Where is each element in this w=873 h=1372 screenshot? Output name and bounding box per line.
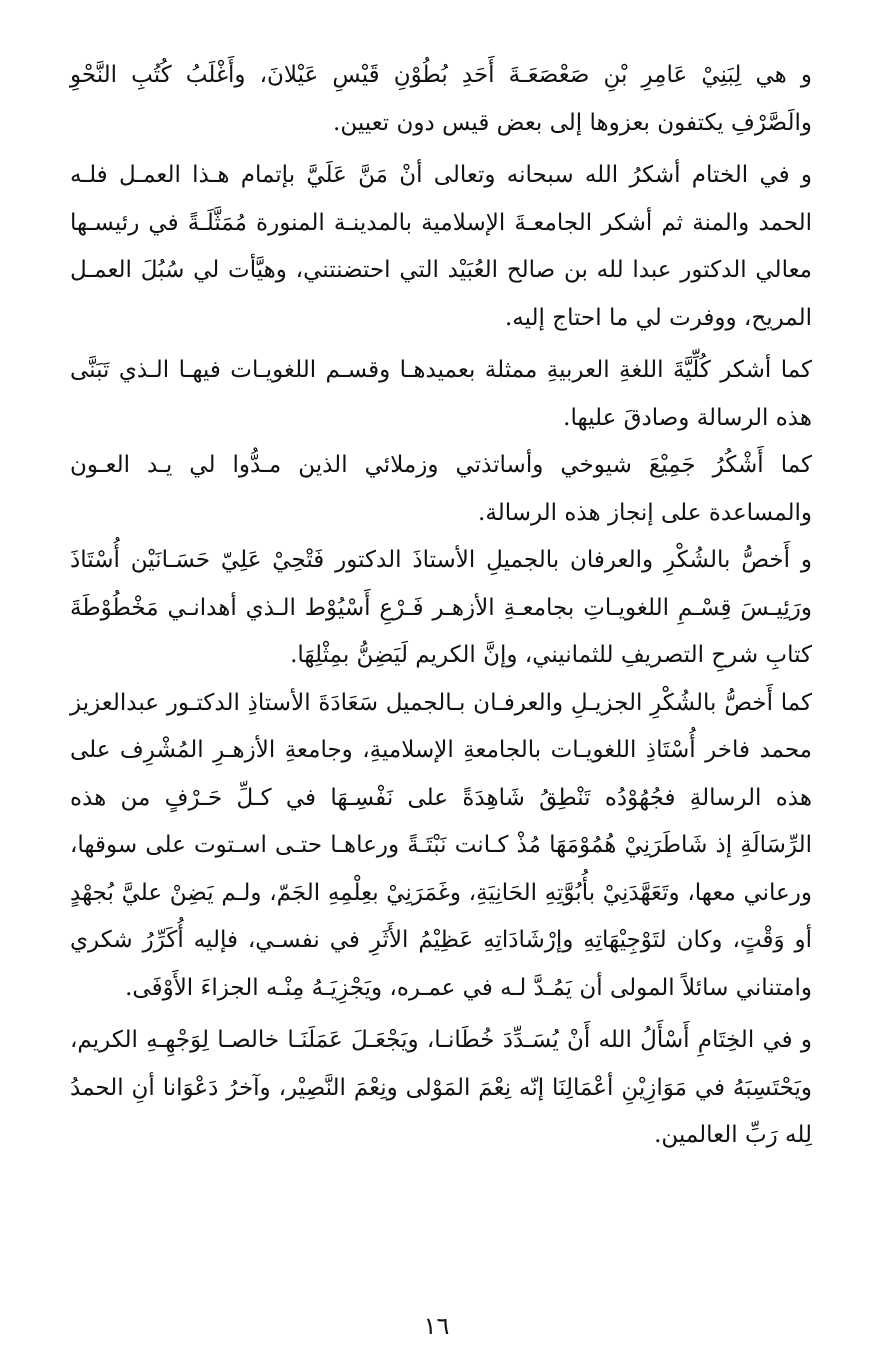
paragraph-thanks-faculty: كما أشكر كُلِّيَّةَ اللغةِ العربيةِ ممثلة بعميدهـا وقسـم اللغويـات فيهـا الـذي تَبَنَّى هذه الرسالة وصادقَ عليها. [70,357,812,431]
paragraph-thanks-university: و في الختام أشكرُ الله سبحانه وتعالى أنْ مَنَّ عَلَيَّ بإتمام هـذا العمـل فلـه الحمد والمنة ثم أشكر الجامعـةَ الإسلامية بالمدينـة المنورة مُمَثَّلَـةً في رئيسـها معالي الدكتور عبدا لله بن صالح العُبَيْد التي احتضنتني، وهيَّأت لي سُبُلَ العمـل المريح، ووفرت لي ما احتاج إليه. [70,162,812,331]
paragraph-qays-note: و هي لِبَنِيْ عَامِرِ بْنِ صَعْصَعَـةَ أَحَدِ بُطُوْنِ قَيْسِ عَيْلانَ، وأَغْلَبُ كُتُبِ النَّحْوِ والَصَّرْفِ يكتفون بعزوها إلى بعض قيس دون تعيين. [70,62,812,136]
body-text [70,52,812,1160]
paragraph-closing-prayer: و في الخِتَامِ أَسْأَلُ الله أَنْ يُسَـدِّدَ خُطَانـا، ويَجْعَـلَ عَمَلَنَـا خالصـا لِوَجْهِـهِ الكريم، ويَحْتَسِبَهُ في مَوَازِيْنِ أعْمَالِنَا إنّه نِعْمَ المَوْلى ونِعْمَ النَّصِيْر، وآخرُ دَعْوَانا أنِ الحمدُ لِله رَبِّ العالمين. [70,1027,812,1148]
page-number: ١٦ [423,1312,450,1340]
paragraph-thanks-teachers: كما أَشْكُرُ جَمِيْعَ شيوخي وأساتذتي وزملائي الذين مـدُّوا لي يـد العـون والمساعدة على إنجاز هذه الرسالة. [70,452,812,526]
paragraph-thanks-hasanayn: و أَخصُّ بالشُكْرِ والعرفان بالجميلِ الأستاذَ الدكتور فَتْحِيْ عَلِيّ حَسَـانَيْن أُسْتَاذَ ورَئِيـسَ قِسْـمِ اللغويـاتِ بجامعـةِ الأزهـر فَـرْعِ أَسْيُوْط الـذي أهدانـي مَخْطُوْطَةَ كتابِ شرحِ التصريفِ للثمانيني، وإنَّ الكريم لَيَضِنُّ بمِثْلِهَا. [70,547,812,668]
paragraph-thanks-supervisor: كما أَخصُّ بالشُكْرِ الجزيـلِ والعرفـان بـالجميل سَعَادَةَ الأستاذِ الدكتـور عبدالعزيز محمد فاخر أُسْتَاذِ اللغويـات بالجامعةِ الإسلاميةِ، وجامعةِ الأزهـرِ المُشْرِف على هذه الرسالةِ فجُهُوْدُه تَنْطِقُ شَاهِدَةً على نَفْسِـهَا في كـلِّ حَـرْفٍ من هذه الرِّسَالَةِ إذ شَاطَرَنِيْ هُمُوْمَهَا مُذْ كـانت نَبْتَـةً ورعاهـا حتـى اسـتوت على سوقها، ورعاني معها، وتَعَهَّدَنِيْ بأُبُوَّتِهِ الحَانِيَةِ، وغَمَرَنِيْ بعِلْمِهِ الجَمّ، ولـم يَضِنْ عليَّ بُجهْدٍ أو وَقْتٍ، وكان لتَوْجِيْهَاتِهِ وإرْشَادَاتِهِ عَظِيْمُ الأَثَرِ في نفسـي، فإليه أُكَرِّرُ شكري وامتناني سائلاً المولى أن يَمُـدَّ لـه في عمـره، ويَجْزِيَـهُ مِنْـه الجزاءَ الأَوْفَى. [70,689,812,1001]
